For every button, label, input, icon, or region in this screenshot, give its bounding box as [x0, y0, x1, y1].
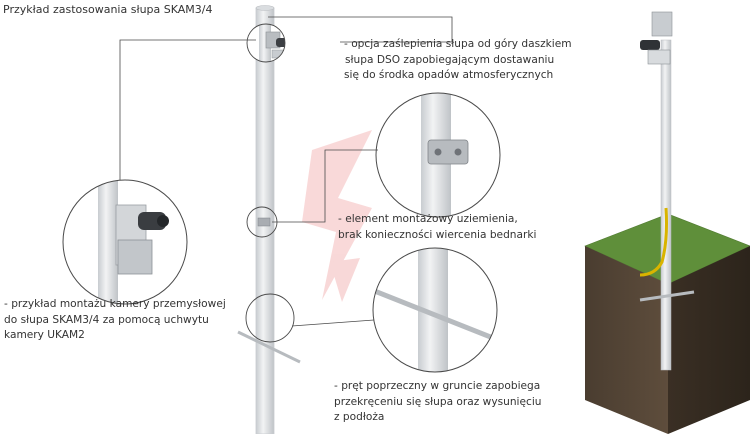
note-bottom-line-1: - pręt poprzeczny w gruncie zapobiega: [334, 380, 541, 392]
note-bottom-line-3: z podłoża: [334, 411, 385, 423]
cross-rod-zoom-circle: [372, 247, 498, 373]
note-top-line-3: się do środka opadów atmosferycznych: [344, 69, 554, 81]
note-top-line-1: - opcja zaślepienia słupa od góry daszkiem: [344, 38, 572, 50]
note-bottom-cross-rod: [334, 379, 542, 426]
leader-line-bottom: [292, 320, 374, 326]
note-middle-grounding: [338, 212, 536, 243]
camera-mount-zoom-circle: [60, 178, 190, 308]
grounding-zoom-circle: [375, 92, 501, 218]
note-top-line-2: słupa DSO zapobiegającym dostawaniu: [345, 53, 555, 66]
note-left-line-2: do słupa SKAM3/4 za pomocą uchwytu: [4, 313, 209, 326]
note-middle-line-1: - element montażowy uziemienia,: [338, 213, 518, 225]
note-top-roof-cap: [344, 37, 572, 84]
diagram-title: Przykład zastosowania słupa SKAM3/4: [3, 3, 213, 16]
leader-line-left: [120, 40, 256, 180]
top-detail-circle: [247, 24, 290, 64]
note-left-camera-mount: [4, 297, 226, 344]
note-middle-line-2: brak konieczności wiercenia bednarki: [338, 228, 537, 241]
note-bottom-line-2: przekręceniu się słupa oraz wysunięciu: [334, 395, 542, 408]
note-left-line-3: kamery UKAM2: [4, 329, 85, 341]
note-left-line-1: - przykład montażu kamery przemysłowej: [4, 298, 226, 310]
ground-block-illustration: [585, 12, 750, 434]
